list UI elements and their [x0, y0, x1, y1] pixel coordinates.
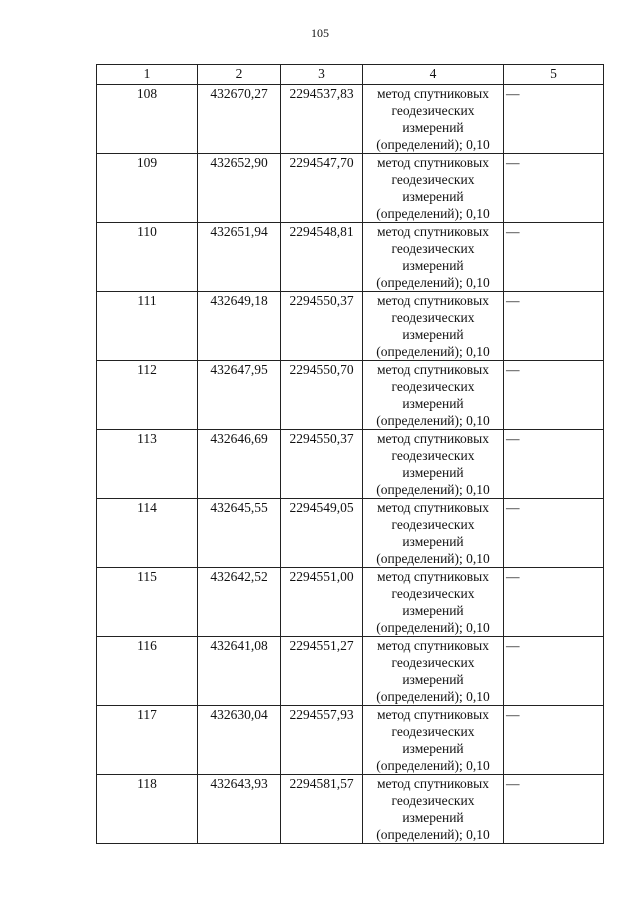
- column-header-1: 1: [97, 65, 198, 85]
- method-cell: метод спутниковых геодезических измерений (определений); 0,10: [363, 223, 504, 292]
- y-coordinate-cell: 2294550,37: [281, 430, 363, 499]
- y-coordinate-cell: 2294551,00: [281, 568, 363, 637]
- note-cell: —: [504, 292, 604, 361]
- note-cell: —: [504, 154, 604, 223]
- method-cell: метод спутниковых геодезических измерений (определений); 0,10: [363, 430, 504, 499]
- x-coordinate-cell: 432642,52: [198, 568, 281, 637]
- method-cell: метод спутниковых геодезических измерений (определений); 0,10: [363, 775, 504, 844]
- y-coordinate-cell: 2294549,05: [281, 499, 363, 568]
- point-number-cell: 109: [97, 154, 198, 223]
- method-cell: метод спутниковых геодезических измерений (определений); 0,10: [363, 706, 504, 775]
- x-coordinate-cell: 432630,04: [198, 706, 281, 775]
- x-coordinate-cell: 432645,55: [198, 499, 281, 568]
- table-row: [97, 499, 604, 568]
- column-header-3: 3: [281, 65, 363, 85]
- table-row: [97, 430, 604, 499]
- column-header-5: 5: [504, 65, 604, 85]
- x-coordinate-cell: 432647,95: [198, 361, 281, 430]
- table-row: [97, 637, 604, 706]
- table-row: [97, 775, 604, 844]
- x-coordinate-cell: 432651,94: [198, 223, 281, 292]
- note-cell: —: [504, 361, 604, 430]
- y-coordinate-cell: 2294548,81: [281, 223, 363, 292]
- point-number-cell: 115: [97, 568, 198, 637]
- page-number: 105: [311, 26, 329, 40]
- coordinates-table: [96, 64, 604, 844]
- table-row: [97, 361, 604, 430]
- table-row: [97, 292, 604, 361]
- x-coordinate-cell: 432670,27: [198, 85, 281, 154]
- method-cell: метод спутниковых геодезических измерений (определений); 0,10: [363, 361, 504, 430]
- table-row: [97, 568, 604, 637]
- y-coordinate-cell: 2294581,57: [281, 775, 363, 844]
- point-number-cell: 117: [97, 706, 198, 775]
- header-row: [97, 65, 604, 85]
- note-cell: —: [504, 499, 604, 568]
- method-cell: метод спутниковых геодезических измерений (определений); 0,10: [363, 568, 504, 637]
- note-cell: —: [504, 85, 604, 154]
- note-cell: —: [504, 568, 604, 637]
- y-coordinate-cell: 2294551,27: [281, 637, 363, 706]
- method-cell: метод спутниковых геодезических измерений (определений); 0,10: [363, 499, 504, 568]
- table-row: [97, 223, 604, 292]
- note-cell: —: [504, 430, 604, 499]
- y-coordinate-cell: 2294547,70: [281, 154, 363, 223]
- note-cell: —: [504, 775, 604, 844]
- point-number-cell: 111: [97, 292, 198, 361]
- x-coordinate-cell: 432646,69: [198, 430, 281, 499]
- point-number-cell: 113: [97, 430, 198, 499]
- table-row: [97, 85, 604, 154]
- y-coordinate-cell: 2294557,93: [281, 706, 363, 775]
- y-coordinate-cell: 2294537,83: [281, 85, 363, 154]
- point-number-cell: 110: [97, 223, 198, 292]
- point-number-cell: 118: [97, 775, 198, 844]
- x-coordinate-cell: 432643,93: [198, 775, 281, 844]
- x-coordinate-cell: 432649,18: [198, 292, 281, 361]
- x-coordinate-cell: 432652,90: [198, 154, 281, 223]
- note-cell: —: [504, 706, 604, 775]
- method-cell: метод спутниковых геодезических измерений (определений); 0,10: [363, 292, 504, 361]
- table-header: [97, 65, 604, 85]
- point-number-cell: 114: [97, 499, 198, 568]
- method-cell: метод спутниковых геодезических измерений (определений); 0,10: [363, 637, 504, 706]
- note-cell: —: [504, 637, 604, 706]
- method-cell: метод спутниковых геодезических измерений (определений); 0,10: [363, 85, 504, 154]
- point-number-cell: 116: [97, 637, 198, 706]
- column-header-2: 2: [198, 65, 281, 85]
- y-coordinate-cell: 2294550,70: [281, 361, 363, 430]
- table-row: [97, 706, 604, 775]
- point-number-cell: 112: [97, 361, 198, 430]
- x-coordinate-cell: 432641,08: [198, 637, 281, 706]
- note-cell: —: [504, 223, 604, 292]
- table-body: [97, 85, 604, 844]
- table-row: [97, 154, 604, 223]
- y-coordinate-cell: 2294550,37: [281, 292, 363, 361]
- point-number-cell: 108: [97, 85, 198, 154]
- method-cell: метод спутниковых геодезических измерений (определений); 0,10: [363, 154, 504, 223]
- column-header-4: 4: [363, 65, 504, 85]
